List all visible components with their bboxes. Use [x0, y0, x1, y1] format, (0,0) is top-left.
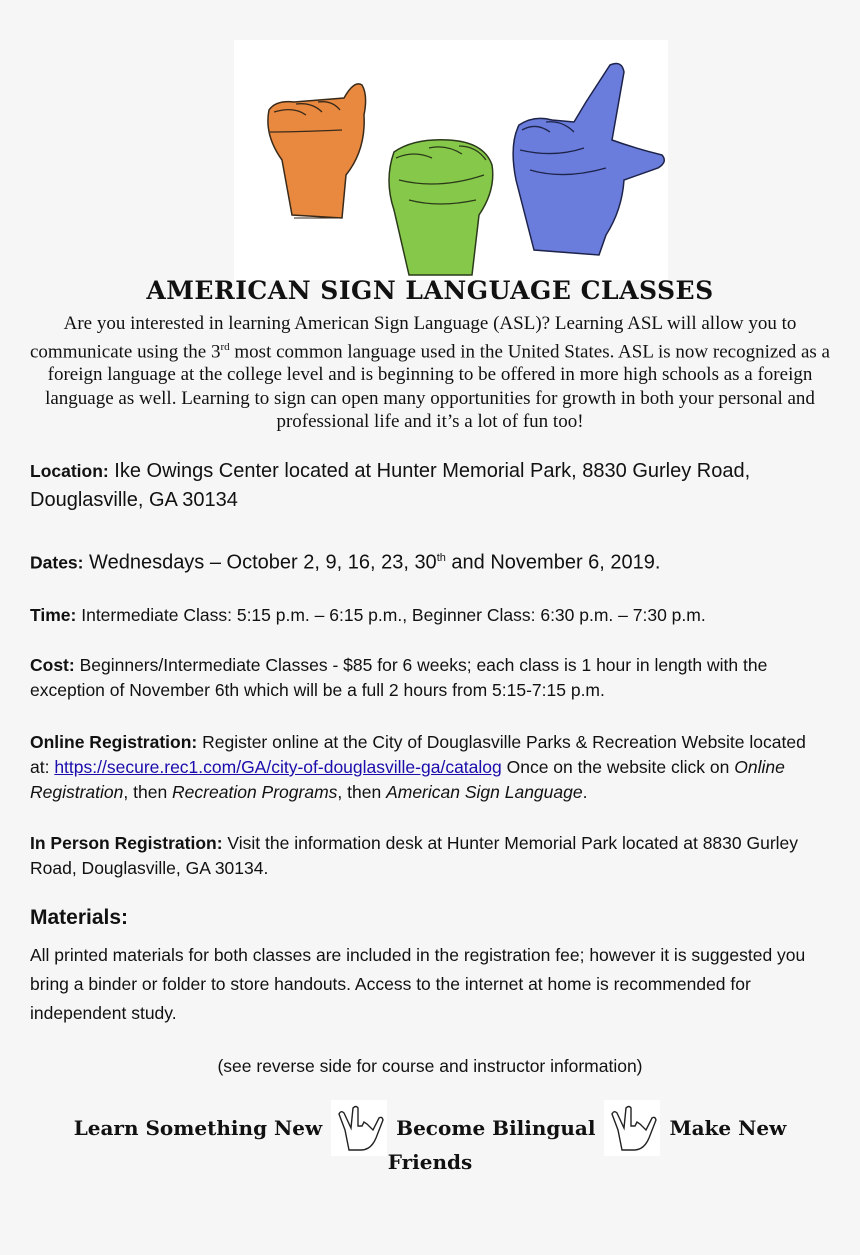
dates-section — [30, 544, 830, 578]
recreation-programs-emphasis: Recreation Programs — [172, 782, 338, 802]
online-text-5: . — [582, 782, 588, 802]
dates-label: Dates: — [30, 552, 84, 573]
footer-slogan — [0, 1100, 860, 1156]
dates-text-part1: Wednesdays – October 2, 9, 16, 23, 30 — [83, 551, 437, 574]
cost-section — [30, 653, 830, 703]
reverse-side-note: (see reverse side for course and instructor information) — [217, 1056, 643, 1076]
online-registration-label: Online Registration: — [30, 732, 198, 752]
cost-label: Cost: — [30, 655, 75, 675]
ily-hand-icon — [604, 1100, 660, 1156]
green-hand-s-sign — [389, 140, 493, 275]
online-text-3: , then — [123, 782, 173, 802]
intro-text-part2: most common language used in the United States. ASL is now recognized as a foreign language at the college level and is beginning to be offered in more high schools as a foreign language as well. Learning to sign can open many opportunities for growth in both your personal and professional life and it’s a lot of fun too! — [45, 340, 830, 433]
online-text-2: Once on the website click on — [501, 757, 735, 777]
location-section — [30, 457, 830, 515]
orange-hand-a-sign — [268, 84, 366, 218]
hands-drawing — [234, 40, 668, 280]
time-text: Intermediate Class: 5:15 p.m. – 6:15 p.m., Beginner Class: 6:30 p.m. – 7:30 p.m. — [76, 605, 706, 625]
ily-hand-icon — [331, 1100, 387, 1156]
footer-part3: Make New — [669, 1116, 787, 1140]
online-registration-emphasis: Online Registration — [30, 757, 785, 802]
intro-text-part1: Are you interested in learning American Sign Language (ASL)? Learning ASL will allow you to communicate using the 3 — [30, 313, 797, 362]
page-title: AMERICAN SIGN LANGUAGE CLASSES — [146, 276, 714, 305]
blue-hand-l-sign — [513, 64, 664, 255]
time-section — [30, 603, 830, 628]
in-person-registration-section — [30, 831, 830, 881]
location-text: Ike Owings Center located at Hunter Memorial Park, 8830 Gurley Road, Douglasville, GA 30134 — [30, 460, 751, 511]
intro-superscript: rd — [220, 340, 230, 353]
in-person-text: Visit the information desk at Hunter Memorial Park located at 8830 Gurley Road, Douglasville, GA 30134. — [30, 833, 799, 878]
in-person-label: In Person Registration: — [30, 833, 223, 853]
asl-emphasis: American Sign Language — [386, 782, 583, 802]
dates-superscript: th — [436, 552, 446, 564]
online-text-1: Register online at the City of Douglasville Parks & Recreation Website located at: — [30, 732, 806, 777]
footer-part1: Learn Something New — [73, 1116, 323, 1140]
footer-part4: Friends — [387, 1150, 473, 1174]
materials-heading: Materials: — [30, 906, 129, 929]
time-label: Time: — [30, 605, 77, 625]
online-registration-section — [30, 730, 830, 805]
registration-link[interactable]: https://secure.rec1.com/GA/city-of-douglasville-ga/catalog — [54, 757, 502, 777]
materials-text: All printed materials for both classes are included in the registration fee; however it is suggested you bring a binder or folder to store handouts. Access to the internet at home is recommended for independent study. — [30, 945, 806, 1023]
asl-hands-illustration — [234, 40, 668, 280]
location-label: Location: — [30, 461, 109, 481]
online-text-4: , then — [337, 782, 387, 802]
intro-paragraph — [28, 312, 832, 434]
cost-text: Beginners/Intermediate Classes - $85 for 6 weeks; each class is 1 hour in length with the exception of November 6th which will be a full 2 hours from 5:15-7:15 p.m. — [30, 655, 768, 700]
dates-text-part2: and November 6, 2019. — [445, 551, 661, 574]
footer-part2: Become Bilingual — [396, 1116, 596, 1140]
